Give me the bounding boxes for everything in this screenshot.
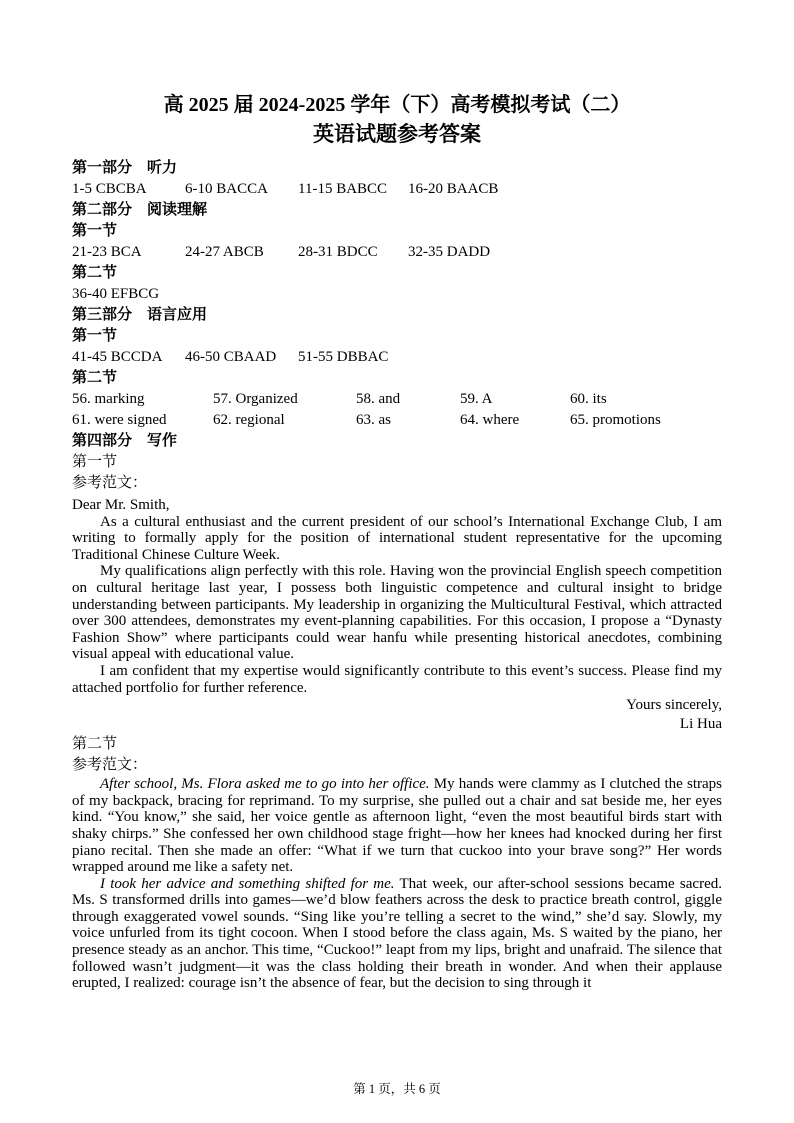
lead-sentence: I took her advice and something shifted for me. xyxy=(100,875,395,892)
paragraph-text: My hands were clammy as I clutched the straps of my backpack, bracing for reprimand. To my surprise, she pulled out a chair and sat beside me, her eyes kind. “You know,” she said, her voice gentle as afternoon light, “even the most beautiful birds start with shaky chirps.” She confessed her own childhood stage fright—how her knees had knocked during her first piano recital. Then she made an offer: “What if we turn that cuckoo into your brave song?” Her words wrapped around me like a safety net. xyxy=(72,776,722,876)
part3-heading: 第三部分 语言应用 xyxy=(72,307,208,323)
blank-answer: 56. marking xyxy=(72,391,145,407)
blank-answer: 59. A xyxy=(460,391,493,407)
answer-group: 51-55 DBBAC xyxy=(298,349,389,365)
part2-section2-heading: 第二节 xyxy=(72,265,118,281)
answer-group: 11-15 BABCC xyxy=(298,181,388,197)
blank-answer: 60. its xyxy=(570,391,607,407)
letter-closing: Yours sincerely, xyxy=(626,697,722,714)
answer-group: 46-50 CBAAD xyxy=(185,349,277,365)
part2-section1-answer-row xyxy=(72,242,722,263)
blank-answer: 63. as xyxy=(356,412,391,428)
writing1-section-label: 第一节 xyxy=(72,454,118,470)
blank-answer: 65. promotions xyxy=(570,412,661,428)
narrative-paragraph-1 xyxy=(72,776,722,876)
page-number-footer: 第 1 页，共 6 页 xyxy=(353,1082,441,1096)
part1-heading: 第一部分 听力 xyxy=(72,160,178,176)
part2-heading: 第二部分 阅读理解 xyxy=(72,202,208,218)
letter-paragraph-1: As a cultural enthusiast and the current president of our school’s International Exchange Club, I am writing to formally apply for the position of international student representative for the upcoming Traditional Chinese Culture Week. xyxy=(72,513,722,563)
answer-group: 16-20 BAACB xyxy=(408,181,499,197)
writing2-section-label: 第二节 xyxy=(72,736,118,753)
blank-answer: 57. Organized xyxy=(213,391,298,407)
writing1-sample-label: 参考范文： xyxy=(72,475,148,491)
part2-section1-heading: 第一节 xyxy=(72,223,118,239)
blank-answer: 58. and xyxy=(356,391,401,407)
writing2-sample-label: 参考范文： xyxy=(72,757,148,774)
answer-group: 1-5 CBCBA xyxy=(72,181,147,197)
answer-group: 28-31 BDCC xyxy=(298,244,378,260)
part4-heading: 第四部分 写作 xyxy=(72,433,178,449)
blank-answer: 61. were signed xyxy=(72,412,167,428)
part3-section2-answer-row-1 xyxy=(72,389,722,410)
letter-paragraph-3: I am confident that my expertise would significantly contribute to this event’s success. Please find my attached portfolio for further reference. xyxy=(72,662,722,696)
part3-section2-answer-row-2 xyxy=(72,410,722,431)
narrative-paragraph-2 xyxy=(72,876,722,992)
lead-sentence: After school, Ms. Flora asked me to go into her office. xyxy=(100,776,430,793)
answer-group: 24-27 ABCB xyxy=(185,244,264,260)
part3-section1-heading: 第一节 xyxy=(72,328,118,344)
letter-signature: Li Hua xyxy=(679,716,722,733)
answer-group: 6-10 BACCA xyxy=(185,181,268,197)
exam-title: 高 2025 届 2024-2025 学年（下）高考模拟考试（二） xyxy=(163,94,631,116)
answer-group: 21-23 BCA xyxy=(72,244,142,260)
letter-paragraph-2: My qualifications align perfectly with this role. Having won the provincial English speech competition on cultural heritage last year, I possess both linguistic competence and cultural insight to bridge understanding between participants. My leadership in organizing the Multicultural Festival, which attracted over 300 attendees, demonstrates my event-planning capabilities. For this occasion, I propose a “Dynasty Fashion Show” where participants could wear hanfu while presenting historical anecdotes, combining visual appeal with educational value. xyxy=(72,563,722,663)
part1-answer-row xyxy=(72,179,722,200)
answer-group: 41-45 BCCDA xyxy=(72,349,163,365)
letter-salutation: Dear Mr. Smith, xyxy=(72,497,170,513)
part3-section1-answer-row xyxy=(72,347,722,368)
answer-group: 32-35 DADD xyxy=(408,244,491,260)
paragraph-text: That week, our after-school sessions became sacred. Ms. S transformed drills into games—we’d blow feathers across the desk to practice breath control, giggle through exaggerated vowel sounds. “Sing like you’re telling a secret to the wind,” she’d say. Slowly, my voice unfurled from its tight cocoon. When I stood before the class again, Ms. S waited by the piano, her presence steady as an anchor. This time, “Cuckoo!” leapt from my lips, bright and unafraid. The silence that followed wasn’t judgment—it was the class holding their breath in wonder. And when their applause erupted, I realized: courage isn’t the absence of fear, but the decision to sing through it xyxy=(72,875,722,992)
answer-key-title: 英语试题参考答案 xyxy=(313,122,481,146)
part3-section2-heading: 第二节 xyxy=(72,370,118,386)
part2-section2-answers: 36-40 EFBCG xyxy=(72,286,160,302)
blank-answer: 64. where xyxy=(460,412,520,428)
blank-answer: 62. regional xyxy=(213,412,285,428)
